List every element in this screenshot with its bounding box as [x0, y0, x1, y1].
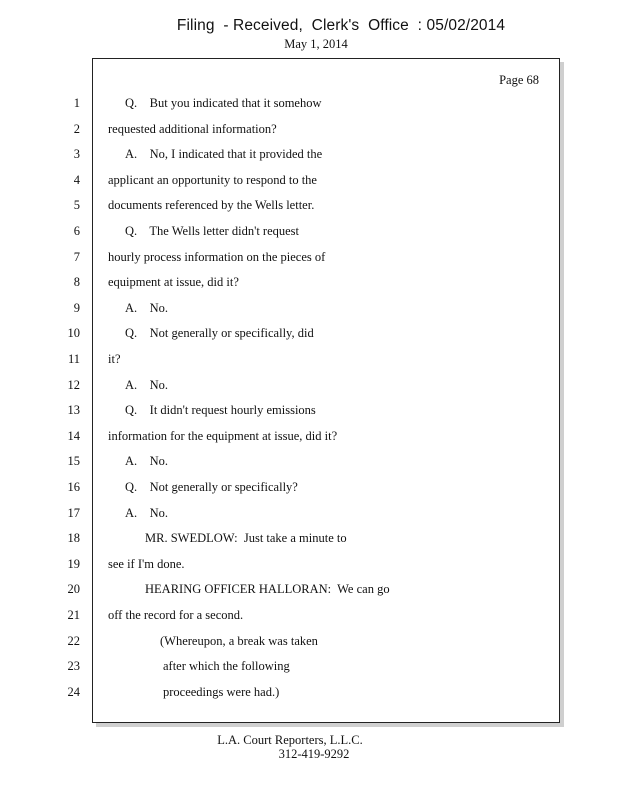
line-number: 1 — [73, 96, 80, 110]
transcript-line: information for the equipment at issue, did it? — [108, 429, 338, 443]
line-number: 12 — [67, 378, 80, 392]
transcript-line: applicant an opportunity to respond to the — [108, 173, 317, 187]
transcript-line: after which the following — [163, 659, 290, 673]
transcript-line: off the record for a second. — [108, 608, 244, 622]
transcript-line: see if I'm done. — [108, 557, 185, 571]
line-number: 18 — [67, 531, 80, 545]
line-number: 19 — [67, 557, 80, 571]
transcript-line: documents referenced by the Wells letter. — [108, 198, 315, 212]
line-number: 16 — [67, 480, 80, 494]
transcript-line: MR. SWEDLOW: Just take a minute to — [145, 531, 347, 545]
transcript-line: A. No. — [125, 301, 169, 315]
transcript-line: proceedings were had.) — [163, 685, 280, 699]
line-number: 24 — [67, 685, 80, 699]
transcript-line: HEARING OFFICER HALLORAN: We can go — [145, 582, 390, 596]
transcript-line: Q. But you indicated that it somehow — [125, 96, 322, 110]
court-reporter-phone: 312-419-9292 — [278, 747, 350, 761]
transcript-line: requested additional information? — [108, 122, 277, 136]
line-number: 9 — [73, 301, 80, 315]
line-number: 10 — [67, 326, 80, 340]
line-number: 20 — [67, 582, 80, 596]
transcript-line: A. No. — [125, 378, 169, 392]
transcript-line: hourly process information on the pieces of — [108, 250, 326, 264]
transcript-line: (Whereupon, a break was taken — [160, 634, 318, 648]
transcript-line: Q. Not generally or specifically, did — [125, 326, 314, 340]
transcript-line: A. No, I indicated that it provided the — [125, 147, 323, 161]
line-number: 22 — [67, 634, 80, 648]
transcript-line: it? — [108, 352, 121, 366]
line-number: 7 — [73, 250, 80, 264]
filing-stamp: Filing - Received, Clerk's Office : 05/02/2014 — [176, 17, 506, 34]
document-date: May 1, 2014 — [284, 37, 348, 51]
transcript-line: A. No. — [125, 454, 169, 468]
line-number: 11 — [67, 352, 80, 366]
transcript-line: Q. It didn't request hourly emissions — [125, 403, 316, 417]
transcript-line: A. No. — [125, 506, 169, 520]
line-number: 23 — [67, 659, 80, 673]
court-reporter-name: L.A. Court Reporters, L.L.C. — [217, 733, 363, 747]
line-number: 8 — [73, 275, 80, 289]
line-number: 13 — [67, 403, 80, 417]
page-number: Page 68 — [499, 73, 539, 87]
line-number: 15 — [67, 454, 80, 468]
line-number: 4 — [73, 173, 80, 187]
line-number: 6 — [73, 224, 80, 238]
transcript-line: equipment at issue, did it? — [108, 275, 239, 289]
transcript-line: Q. Not generally or specifically? — [125, 480, 298, 494]
line-number: 21 — [67, 608, 80, 622]
line-number: 17 — [67, 506, 80, 520]
line-number: 2 — [73, 122, 80, 136]
line-number: 14 — [67, 429, 80, 443]
transcript-line: Q. The Wells letter didn't request — [125, 224, 300, 238]
line-number: 5 — [73, 198, 80, 212]
line-number: 3 — [73, 147, 80, 161]
